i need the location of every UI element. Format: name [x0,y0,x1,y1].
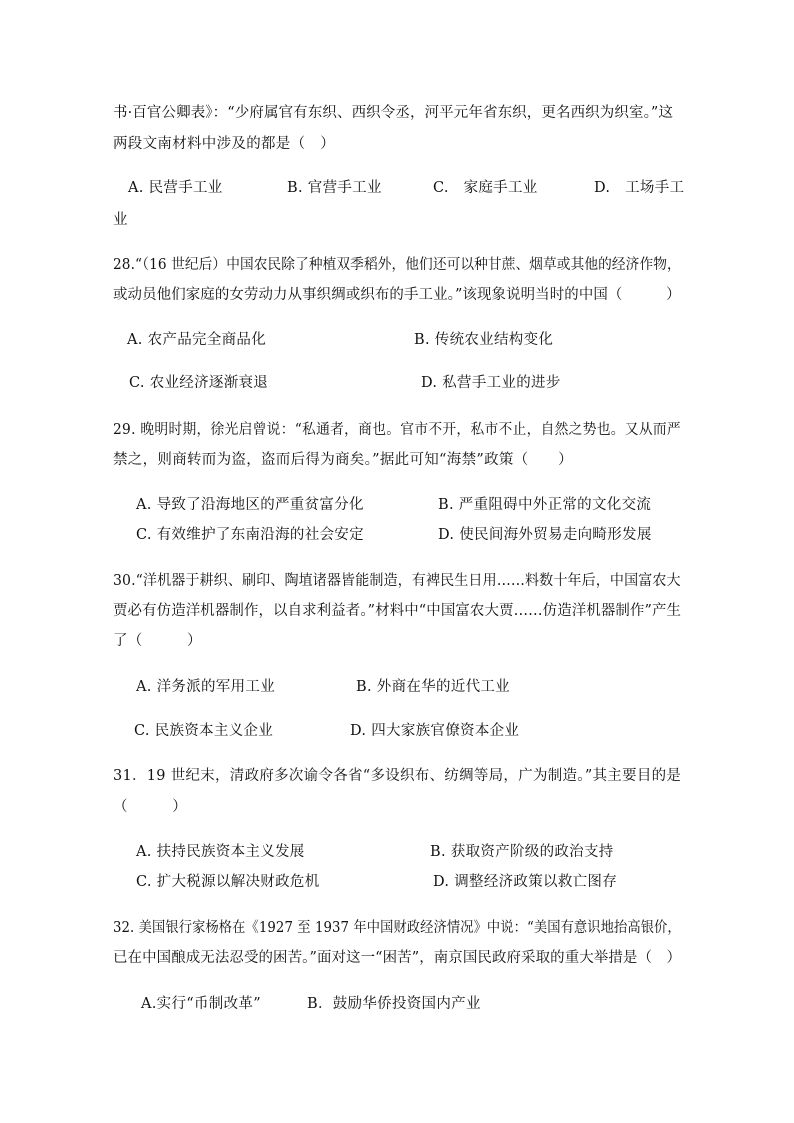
q27-option-b: B. 官营手工业 [287,180,382,196]
q27-option-c: C. 家庭手工业 [433,180,538,196]
q27-stem-line-2: 两段文南材料中涉及的都是（ ） [113,136,335,152]
q32-stem-line-2: 已在中国酿成无法忍受的困苦。”面对这一“困苦”，南京国民政府采取的重大举措是（ ） [113,950,682,966]
q27-option-d-wrap: 业 [113,212,128,228]
q29-stem-line-2: 禁之，则商转而为盗，盗而后得为商矣。”据此可知“海禁”政策（ ） [113,452,573,468]
q31-option-a: A. 扶持民族资本主义发展 [136,844,305,860]
q30-stem-line-1: 30.“洋机器于耕织、刷印、陶埴诸器皆能制造，有裨民生日用……料数十年后，中国富农大 [113,573,681,589]
q27-option-a: A. 民营手工业 [128,180,223,196]
q31-option-b: B. 获取资产阶级的政治支持 [430,844,614,860]
q28-option-c: C. 农业经济逐渐衰退 [129,375,269,391]
q32-stem-line-1: 32. 美国银行家杨格在《1927 至 1937 年中国财政经济情况》中说：“美国有意识地抬高银价， [113,920,681,936]
q31-option-d: D. 调整经济政策以救亡图存 [433,874,618,890]
q29-option-d: D. 使民间海外贸易走向畸形发展 [438,527,652,543]
q30-option-c: C. 民族资本主义企业 [134,723,274,739]
q28-stem-line-2: 或动员他们家庭的女劳动力从事织绸或织布的手工业。”该现象说明当时的中国（ ） [113,287,681,303]
q31-stem-line-1: 31．19 世纪末，清政府多次谕令各省“多设织布、纺绸等局，广为制造。”其主要目的是 [113,768,682,784]
q27-option-d: D. 工场手工 [594,180,685,196]
q29-option-b: B. 严重阻碍中外正常的文化交流 [438,497,652,513]
q29-option-c: C. 有效维护了东南沿海的社会安定 [136,527,364,543]
q30-option-b: B. 外商在华的近代工业 [356,679,510,695]
q28-stem-line-1: 28.“（16 世纪后）中国农民除了种植双季稻外，他们还可以种甘蔗、烟草或其他的经济作物， [113,257,681,273]
q28-option-b: B. 传统农业结构变化 [414,332,554,348]
q28-option-a: A. 农产品完全商品化 [127,332,266,348]
q30-option-a: A. 洋务派的军用工业 [136,679,275,695]
q30-stem-line-3: 了（ ） [113,633,202,649]
q31-option-c: C. 扩大税源以解决财政危机 [136,874,320,890]
q28-option-d: D. 私营手工业的进步 [421,375,561,391]
q29-option-a: A. 导致了沿海地区的严重贫富分化 [136,497,364,513]
q29-stem-line-1: 29. 晚明时期，徐光启曾说：“私通者，商也。官市不开，私市不止，自然之势也。又从而严 [113,422,681,438]
q27-stem-line-1: 书·百官公卿表》：“少府属官有东织、西织令丞，河平元年省东织，更名西织为织室。”这 [113,105,674,121]
q32-option-b: B．鼓励华侨投资国内产业 [307,996,481,1012]
q31-stem-line-2: （ ） [113,799,187,815]
q30-stem-line-2: 贾必有仿造洋机器制作，以自求利益者。”材料中“中国富农大贾……仿造洋机器制作”产生 [113,603,682,619]
q32-option-a: A.实行“币制改革” [141,996,261,1012]
q30-option-d: D. 四大家族官僚资本企业 [350,723,520,739]
